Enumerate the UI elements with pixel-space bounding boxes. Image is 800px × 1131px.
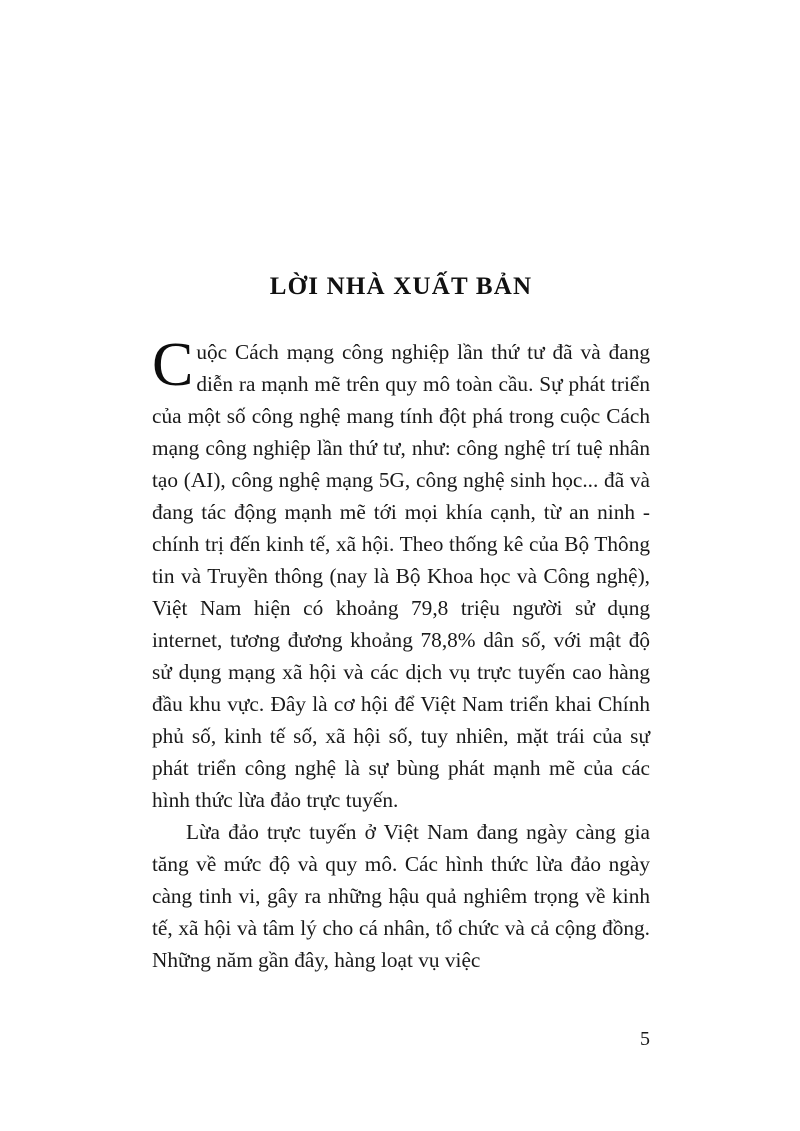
paragraph-2-text: Lừa đảo trực tuyến ở Việt Nam đang ngày càng gia tăng về mức độ và quy mô. Các hình thức lừa đảo ngày càng tinh vi, gây ra những hậu quả nghiêm trọng về kinh tế, xã hội và tâm lý cho cá nhân, tổ chức và cả cộng đồng. Những năm gần đây, hàng loạt vụ việc — [152, 820, 650, 972]
drop-cap-letter: C — [152, 331, 194, 399]
paragraph-1-text: uộc Cách mạng công nghiệp lần thứ tư đã và đang diễn ra mạnh mẽ trên quy mô toàn cầu. Sự phát triển của một số công nghệ mang tính đột phá trong cuộc Cách mạng công nghiệp lần thứ tư, như: công nghệ trí tuệ nhân tạo (AI), công nghệ mạng 5G, công nghệ sinh học... đã và đang tác động mạnh mẽ tới mọi khía cạnh, từ an ninh - chính trị đến kinh tế, xã hội. Theo thống kê của Bộ Thông tin và Truyền thông (nay là Bộ Khoa học và Công nghệ), Việt Nam hiện có khoảng 79,8 triệu người sử dụng internet, tương đương khoảng 78,8% dân số, với mật độ sử dụng mạng xã hội và các dịch vụ trực tuyến cao hàng đầu khu vực. Đây là cơ hội để Việt Nam triển khai Chính phủ số, kinh tế số, xã hội số, tuy nhiên, mặt trái của sự phát triển công nghệ là sự bùng phát mạnh mẽ của các hình thức lừa đảo trực tuyến. — [152, 340, 650, 812]
page-number: 5 — [640, 1028, 650, 1050]
body-text-block — [152, 331, 650, 976]
paragraph-2 — [152, 816, 650, 976]
page-title: LỜI NHÀ XUẤT BẢN — [269, 272, 533, 300]
paragraph-1 — [152, 331, 650, 816]
